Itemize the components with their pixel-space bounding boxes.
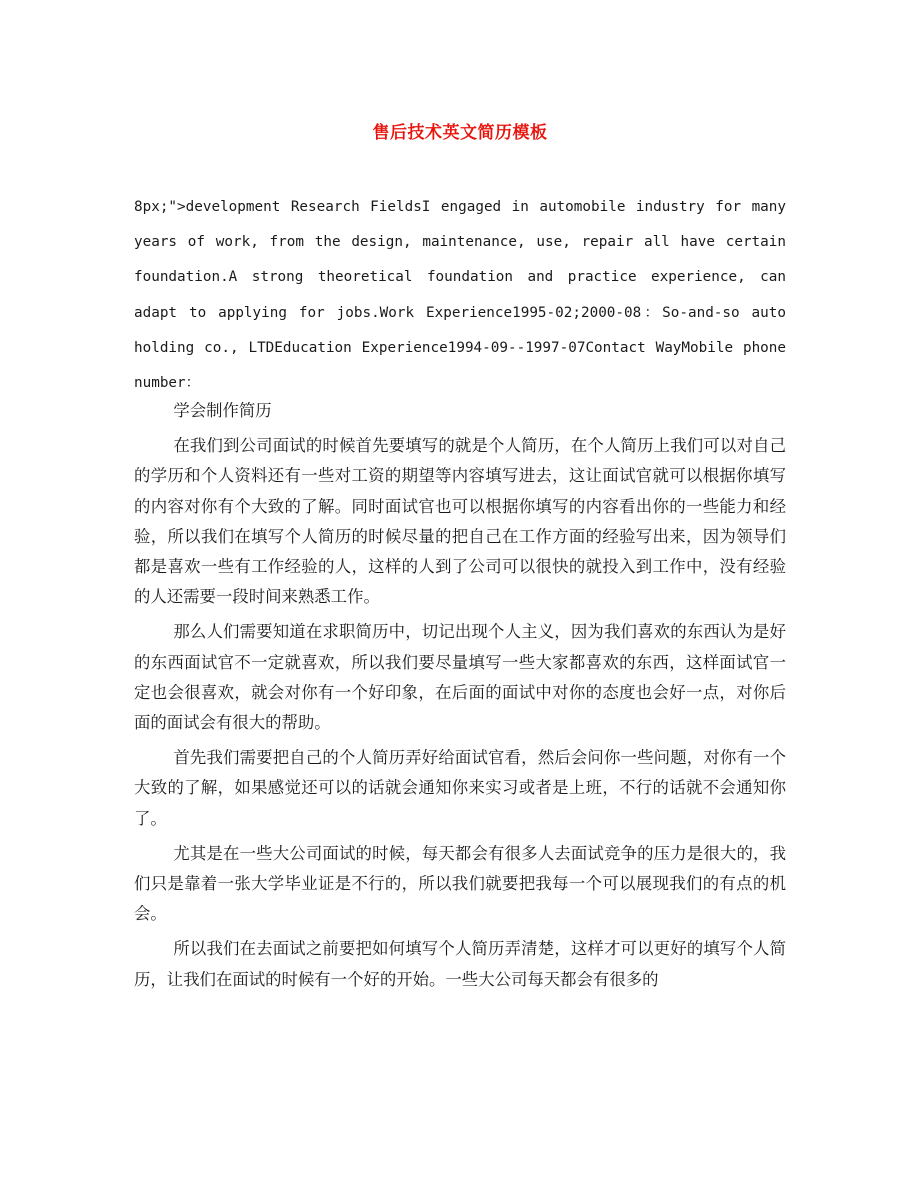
document-body xyxy=(134,396,786,1000)
paragraph: 在我们到公司面试的时候首先要填写的就是个人简历，在个人简历上我们可以对自己的学历和个人资料还有一些对工资的期望等内容填写进去，这让面试官就可以根据你填写的内容对你有个大致的了解。同时面试官也可以根据你填写的内容看出你的一些能力和经验，所以我们在填写个人简历的时候尽量的把自己在工作方面的经验写出来，因为领导们都是喜欢一些有工作经验的人，这样的人到了公司可以很快的就投入到工作中，没有经验的人还需要一段时间来熟悉工作。 xyxy=(134,436,786,607)
paragraph: 那么人们需要知道在求职简历中，切记出现个人主义，因为我们喜欢的东西认为是好的东西面试官不一定就喜欢，所以我们要尽量填写一些大家都喜欢的东西，这样面试官一定也会很喜欢，就会对你有一个好印象，在后面的面试中对你的态度也会好一点，对你后面的面试会有很大的帮助。 xyxy=(134,622,786,733)
document-title: 售后技术英文简历模板 xyxy=(372,123,548,143)
paragraph: 尤其是在一些大公司面试的时候，每天都会有很多人去面试竞争的压力是很大的，我们只是靠着一张大学毕业证是不行的，所以我们就要把我每一个可以展现我们的有点的机会。 xyxy=(134,843,786,924)
paragraph: 所以我们在去面试之前要把如何填写个人简历弄清楚，这样才可以更好的填写个人简历，让我们在面试的时候有一个好的开始。一些大公司每天都会有很多的 xyxy=(134,939,786,989)
english-resume-text: 8px;">development Research FieldsI engaged in automobile industry for many years of work, from the design, maintenance, use, repair all have certain foundation.A strong theoretical foundation and practice experience, can adapt to applying for jobs.Work Experience1995-02;2000-08：So-and-so auto holding co., LTDEducation Experience1994-09--1997-07Contact WayMobile phone number： xyxy=(134,199,786,392)
paragraph: 首先我们需要把自己的个人简历弄好给面试官看，然后会问你一些问题，对你有一个大致的了解，如果感觉还可以的话就会通知你来实习或者是上班，不行的话就不会通知你了。 xyxy=(134,748,786,828)
section-heading: 学会制作简历 xyxy=(173,401,272,420)
